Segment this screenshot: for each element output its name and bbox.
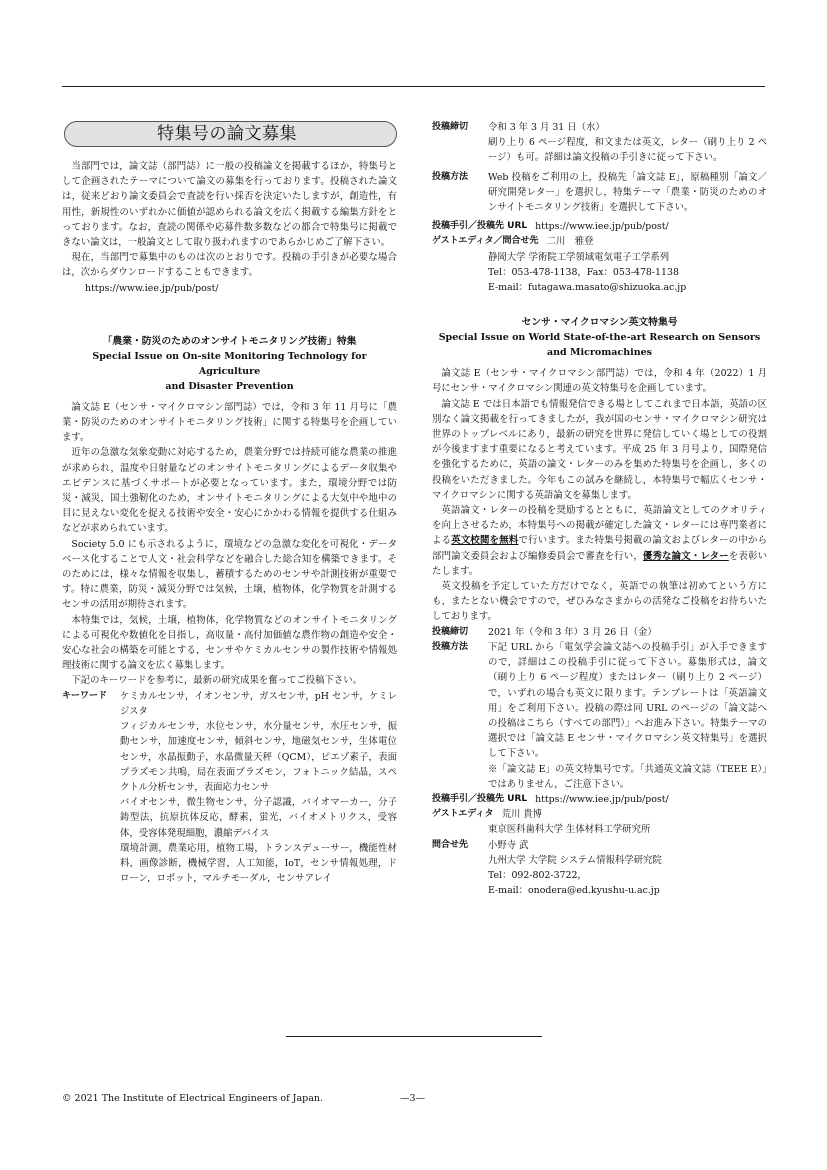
keyword-group-3: バイオセンサ，微生物センサ，分子認識，バイオマーカー，分子鋳型法，抗原抗体反応，酵素，蛍光，バイオメトリクス，受容体，受容体発現細胞，濃縮デバイス <box>120 797 397 839</box>
copyright-text: © 2021 The Institute of Electrical Engineers of Japan. <box>62 1093 324 1104</box>
eng-editor-label: ゲストエディタ <box>432 809 494 820</box>
free-proofreading-emphasis: 英文校閲を無料 <box>451 535 519 547</box>
eng-method <box>432 640 767 792</box>
keyword-group-4: 環境計測，農業応用，植物工場，トランスデューサー，機能性材料，画像診断，機械学習，人工知能，IoT，センサ情報処理，ドローン，ロボット，マルチモーダル，センサアレイ <box>120 842 397 885</box>
agri-deadline-detail: 刷り上り 6 ページ程度，和文または英文，レター（刷り上り 2 ページ）も可。詳細は論文投稿の手引きに従って下さい。 <box>488 137 767 164</box>
agri-paragraph-5: 下記のキーワードを参考に，最新の研究成果を奮ってご投稿下さい。 <box>71 675 363 687</box>
eng-title-en-2: and Micromachines <box>546 347 653 359</box>
eng-paragraph-4: 英文投稿を予定していた方だけでなく，英語での執筆は初めてという方にも，またとない機会ですので，ぜひみなさまからの活発なご投稿をお待ちいたしております。 <box>432 581 767 623</box>
agri-method-label: 投稿方法 <box>432 171 469 182</box>
agri-editor-label: ゲストエディタ／問合せ先 <box>432 236 539 247</box>
agri-deadline-date: 令和 3 年 3 月 31 日（水） <box>488 122 605 133</box>
eng-guide-url <box>432 792 767 807</box>
agri-editor-name: 二川 雅登 <box>546 236 594 248</box>
eng-paragraph-1: 論文誌 E（センサ・マイクロマシン部門誌）では，令和 4 年（2022）1 月号にセンサ・マイクロマシン関連の英文特集号を企画しています。 <box>432 368 767 395</box>
intro-paragraph-1: 当部門では，論文誌（部門誌）に一般の投稿論文を掲載するほか，特集号として企画されたテーマについて論文の募集を行っております。投稿された論文は，従来どおり論文委員会で査読を行い採否を決定いたしますが，創造性，有用性，新規性のいずれかに価値が認められる論文を広く掲載する編集方針をとっております。なお，査読の関係や応募件数多数などの都合で特集号に掲載できない論文は，一般論文として取り扱われますのであらかじめご了解下さい。 <box>62 161 397 249</box>
eng-contact <box>432 838 767 853</box>
agri-editor-affiliation: 静岡大学 学術院工学領域電気電子工学系列 <box>488 251 670 263</box>
eng-deadline-label: 投稿締切 <box>432 626 469 637</box>
eng-contact-email[interactable]: E-mail：onodera@ed.kyushu-u.ac.jp <box>488 885 660 897</box>
agri-paragraph-1: 論文誌 E（センサ・マイクロマシン部門誌）では，令和 3 年 11 月号に「農業・防災のためのオンサイトモニタリング技術」に関する特集号を企画しています。 <box>62 401 397 444</box>
agri-guide-link[interactable]: https://www.iee.jp/pub/post/ <box>535 221 669 233</box>
intro-url-link[interactable]: https://www.iee.jp/pub/post/ <box>85 282 219 294</box>
eng-contact-label: 問合せ先 <box>432 839 469 850</box>
agri-guide-url <box>432 219 767 234</box>
agri-method-value: Web 投稿をご利用の上，投稿先「論文誌 E」，原稿種別「論文／研究開発レター」を選択し，特集テーマ「農業・防災のためのオンサイトモニタリング技術」を選択して下さい。 <box>488 171 767 214</box>
agri-editor-email[interactable]: E-mail：futagawa.masato@shizuoka.ac.jp <box>488 282 687 294</box>
agri-editor <box>432 234 767 249</box>
agri-paragraph-2: 近年の急激な気象変動に対応するため，農業分野では持続可能な農業の推進が求められ，温度や日射量などのオンサイトモニタリングによるデータ収集やエビデンスに基づくサポートが必要となっています。また，環境分野では防災・減災，国土強靭化のため，オンサイトモニタリングによる大気中や地中の目に見えない変化を捉える技術や安全・安心にかかわる情報を提供する仕組みなどが求められています。 <box>62 447 397 535</box>
agri-title-en-1: Special Issue on On-site Monitoring Technology for Agriculture <box>92 350 367 377</box>
keyword-label: キーワード <box>62 690 108 701</box>
page-number: —3— <box>400 1093 426 1104</box>
footer-rule <box>286 1036 542 1037</box>
page-title: 特集号の論文募集 <box>64 121 397 147</box>
eng-deadline-value: 2021 年（令和 3 年）3 月 26 日（金） <box>488 626 657 638</box>
eng-contact-tel: Tel：092-802-3722， <box>488 869 587 881</box>
eng-method-value: 下記 URL から「電気学会論文誌への投稿手引」が入手できますので，詳細はこの投稿手引に従って下さい。募集形式は，論文（刷り上り 6 ページ程度）またはレター（刷り上り 2 ページ）で，いずれの場合も英文に限ります。テンプレートは「英語論文用」をご利用下さい。投稿の際は同 URL のページの「論文誌への投稿はこちら（すべての部門）」へお進み下さい。特集テーマの選択では「論文誌 E センサ・マイクロマシン英文特集号」を選択して下さい。 <box>488 641 767 760</box>
eng-deadline <box>432 625 767 640</box>
keyword-group-2: フィジカルセンサ，水位センサ，水分量センサ，水圧センサ，振動センサ，加速度センサ，傾斜センサ，地磁気センサ，生体電位センサ，水晶振動子，水晶微量天秤（QCM），ピエゾ素子，表面プラズモン共鳴，局在表面プラズモン，フォトニック結晶，スペクトル分析センサ，表面応力センサ <box>120 721 397 793</box>
eng-method-label: 投稿方法 <box>432 641 469 652</box>
eng-title-en-1: Special Issue on World State-of-the-art Research on Sensors <box>438 332 761 344</box>
agri-paragraph-4: 本特集では，気候，土壌，植物体，化学物質などのオンサイトモニタリングによる可視化や数値化を目指し，高収量・高付加価値な農作物の創造や安全・安心な社会の構築を可能とする，センサやケミカルセンサの製作技術や情報処理技術に関する論文を広く募集します。 <box>62 614 397 672</box>
eng-guide-label: 投稿手引／投稿先 URL <box>432 793 528 804</box>
agri-deadline-label: 投稿締切 <box>432 122 469 132</box>
agri-paragraph-3: Society 5.0 にも示されるように，環境などの急激な変化を可視化・データベース化することで人文・社会科学などを融合した総合知を構築できます。そのためには，様々な情報を収集し，蓄積するためのセンサや計測技術が重要です。特に農業，防災・減災分野では気候，土壌，植物体，化学物質を計測するセンサの活用が期待されます。 <box>62 538 397 611</box>
eng-contact-name: 小野寺 武 <box>488 839 529 851</box>
eng-guide-link[interactable]: https://www.iee.jp/pub/post/ <box>535 793 669 805</box>
agri-title-en-2: and Disaster Prevention <box>165 380 294 392</box>
keyword-list <box>62 719 397 886</box>
eng-paragraph-2: 論文誌 E では日本語でも情報発信できる場としてこれまで日本語，英語の区別なく論文掲載を行ってきましたが，我が国のセンサ・マイクロマシン研究は世界のトップレベルにあり，最新の研究を世界に発信していく場としての役割が今後ますます重要になると考えています。平成 25 年 3 月号より，国際発信を強化するために，英語の論文・レターのみを集めた特集号を企画し，多くの投稿をいただきました。今年もこの試みを継続し，本特集号で幅広くセンサ・マイクロマシンに関する英語論文を募集します。 <box>432 398 767 501</box>
right-column <box>432 120 767 898</box>
keyword-block <box>62 689 397 719</box>
left-column <box>62 120 397 886</box>
header-rule <box>62 86 765 87</box>
eng-editor-name: 荒川 貴博 <box>501 809 543 821</box>
eng-method-note: ※「論文誌 E」の英文特集号です。「共通英文論文誌（TEEE E）」ではありません，ご注意下さい。 <box>488 763 767 790</box>
agri-title-ja: 「農業・防災のためのオンサイトモニタリング技術」特集 <box>102 335 357 347</box>
eng-title-ja: センサ・マイクロマシン英文特集号 <box>521 317 678 329</box>
excellent-paper-emphasis: 優秀な論文・レター <box>642 550 729 562</box>
agri-guide-label: 投稿手引／投稿先 URL <box>432 221 528 232</box>
agri-editor-tel: Tel：053-478-1138，Fax：053-478-1138 <box>488 266 679 278</box>
eng-paragraph-3: 英語論文・レターの投稿を奨励するとともに，英語論文としてのクオリティを向上させるため，本特集号への掲載が確定した論文・レターには専門業者による英文校閲を無料で行います。また特集号掲載の論文およびレターの中から部門論文委員会および編修委員会で審査を行い，優秀な論文・レターを表彰いたします。 <box>432 505 767 577</box>
agri-deadline <box>432 120 767 166</box>
intro-paragraph-2: 現在，当部門で募集中のものは次のとおりです。投稿の手引きが必要な場合は，次からダウンロードすることもできます。 <box>62 252 397 279</box>
keyword-group-1: ケミカルセンサ，イオンセンサ，ガスセンサ，pH センサ，ケミレジスタ <box>120 690 397 717</box>
agri-method <box>432 170 767 216</box>
eng-editor <box>432 807 767 822</box>
eng-editor-affiliation: 東京医科歯科大学 生体材料工学研究所 <box>488 824 651 836</box>
eng-contact-affiliation: 九州大学 大学院 システム情報科学研究院 <box>488 854 662 866</box>
